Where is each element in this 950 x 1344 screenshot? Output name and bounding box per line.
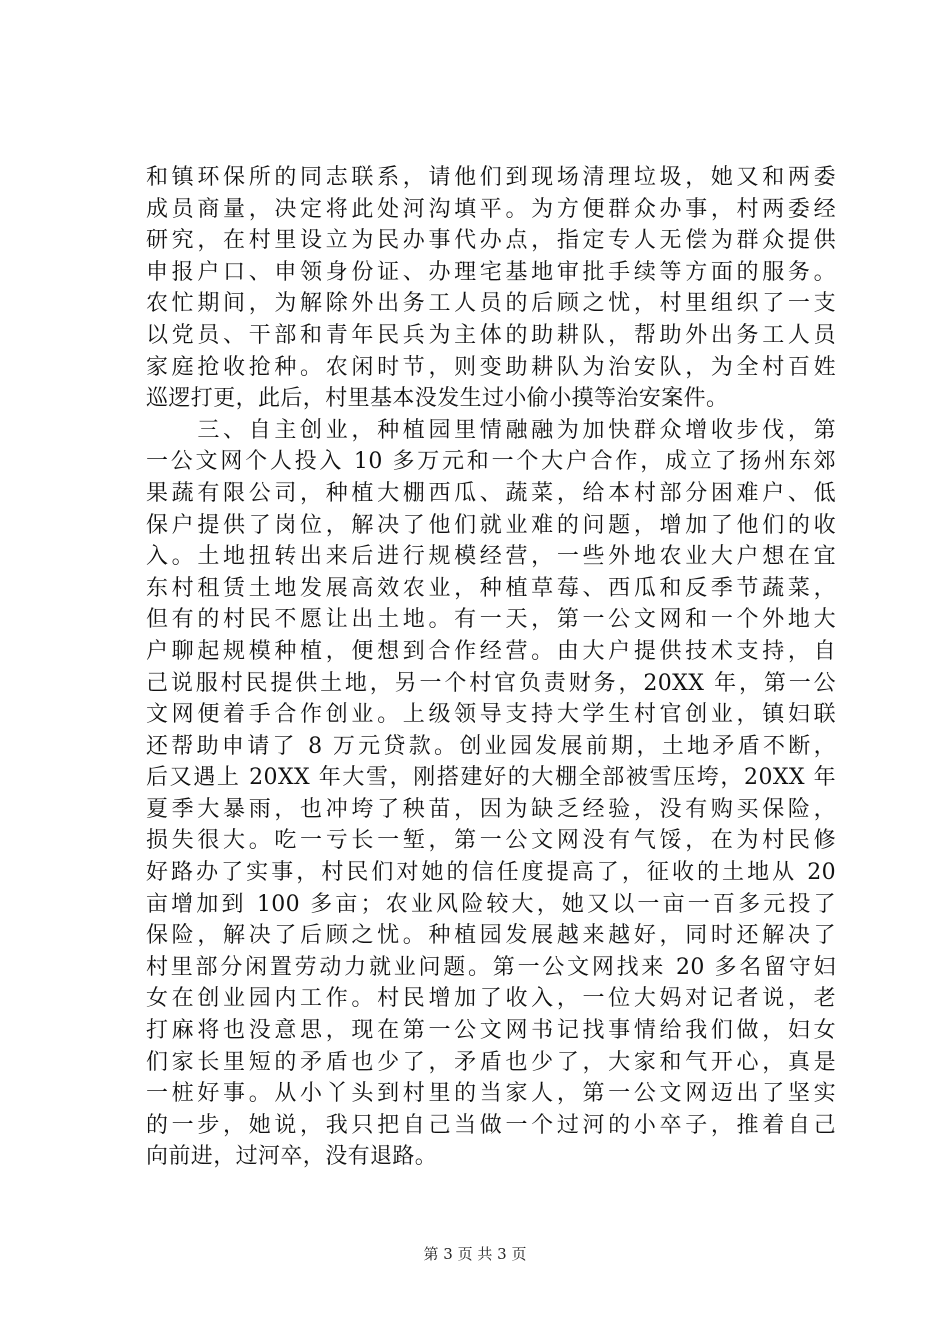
- text-line: 损失很大。吃一亏长一堑，第一公文网没有气馁，在为村民修: [146, 828, 836, 854]
- text-line: 文网便着手合作创业。上级领导支持大学生村官创业，镇妇联: [146, 702, 836, 728]
- page-footer: 第 3 页 共 3 页: [423, 1245, 527, 1263]
- text-line: 研究，在村里设立为民办事代办点，指定专人无偿为群众提供: [146, 228, 836, 254]
- text-line: 成员商量，决定将此处河沟填平。为方便群众办事，村两委经: [146, 196, 836, 222]
- text-line: 申报户口、申领身份证、办理宅基地审批手续等方面的服务。: [146, 259, 836, 285]
- text-line: 向前进，过河卒，没有退路。: [146, 1144, 438, 1170]
- text-line: 女在创业园内工作。村民增加了收入，一位大妈对记者说，老: [146, 986, 836, 1012]
- text-line: 的一步，她说，我只把自己当做一个过河的小卒子，推着自己: [146, 1112, 836, 1138]
- text-line: 三、自主创业，种植园里情融融为加快群众增收步伐，第: [146, 417, 836, 443]
- text-line: 保户提供了岗位，解决了他们就业难的问题，增加了他们的收: [146, 512, 836, 538]
- text-line: 们家长里短的矛盾也少了，矛盾也少了，大家和气开心，真是: [146, 1049, 836, 1075]
- text-line: 家庭抢收抢种。农闲时节，则变助耕队为治安队，为全村百姓: [146, 354, 836, 380]
- text-line: 但有的村民不愿让出土地。有一天，第一公文网和一个外地大: [146, 607, 836, 633]
- text-line: 巡逻打更，此后，村里基本没发生过小偷小摸等治安案件。: [146, 386, 729, 412]
- text-line: 己说服村民提供土地，另一个村官负责财务，20XX 年，第一公: [146, 670, 836, 696]
- text-line: 好路办了实事，村民们对她的信任度提高了，征收的土地从 20: [146, 860, 836, 886]
- text-line: 东村租赁土地发展高效农业，种植草莓、西瓜和反季节蔬菜，: [146, 575, 836, 601]
- text-line: 夏季大暴雨，也冲垮了秧苗，因为缺乏经验，没有购买保险，: [146, 796, 836, 822]
- text-line: 户聊起规模种植，便想到合作经营。由大户提供技术支持，自: [146, 638, 836, 664]
- text-line: 保险，解决了后顾之忧。种植园发展越来越好，同时还解决了: [146, 923, 836, 949]
- text-line: 一公文网个人投入 10 多万元和一个大户合作，成立了扬州东郊: [146, 449, 836, 475]
- text-line: 一桩好事。从小丫头到村里的当家人，第一公文网迈出了坚实: [146, 1081, 836, 1107]
- text-line: 打麻将也没意思，现在第一公文网书记找事情给我们做，妇女: [146, 1018, 836, 1044]
- text-line: 亩增加到 100 多亩；农业风险较大，她又以一亩一百多元投了: [146, 891, 836, 917]
- body-text: [146, 162, 836, 1173]
- text-line: 后又遇上 20XX 年大雪，刚搭建好的大棚全部被雪压垮，20XX 年: [146, 765, 836, 791]
- text-line: 果蔬有限公司，种植大棚西瓜、蔬菜，给本村部分困难户、低: [146, 480, 836, 506]
- text-line: 和镇环保所的同志联系，请他们到现场清理垃圾，她又和两委: [146, 165, 836, 190]
- text-line: 还帮助申请了 8 万元贷款。创业园发展前期，土地矛盾不断，: [146, 733, 836, 759]
- text-line: 农忙期间，为解除外出务工人员的后顾之忧，村里组织了一支: [146, 291, 836, 317]
- text-line: 以党员、干部和青年民兵为主体的助耕队，帮助外出务工人员: [146, 322, 836, 348]
- text-line: 村里部分闲置劳动力就业问题。第一公文网找来 20 多名留守妇: [146, 954, 836, 980]
- text-line: 入。土地扭转出来后进行规模经营，一些外地农业大户想在宜: [146, 544, 836, 570]
